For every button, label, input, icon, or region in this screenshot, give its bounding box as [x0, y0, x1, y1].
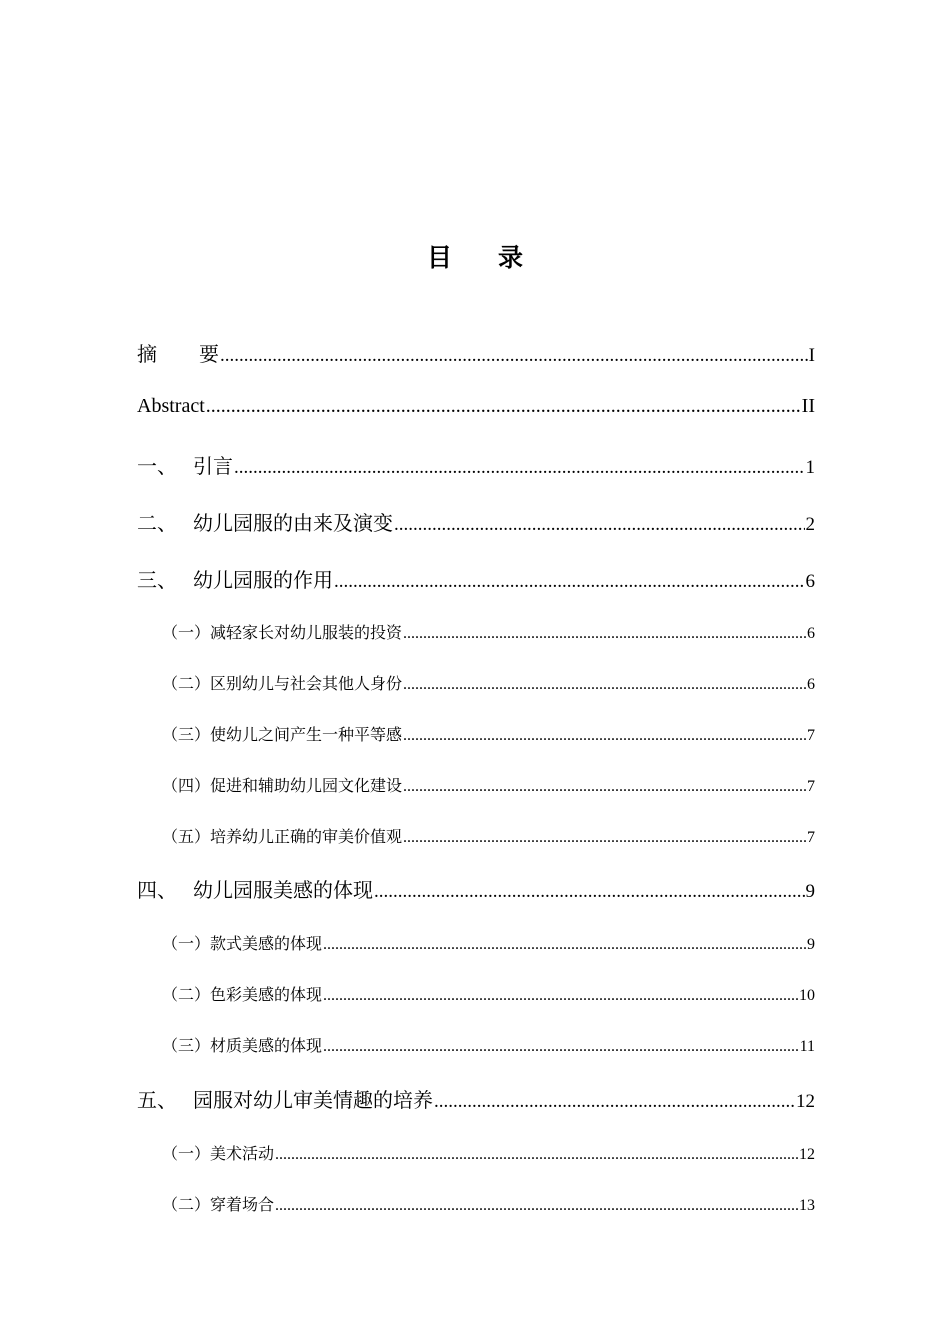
toc-leader	[403, 829, 806, 847]
toc-page-number: 10	[799, 987, 815, 1004]
toc-entry-section-3-4[interactable]	[162, 773, 815, 796]
page-title	[0, 238, 950, 274]
toc-label: 引言	[193, 454, 233, 478]
toc-entry-abstract-zh[interactable]	[137, 338, 815, 367]
toc-leader	[220, 345, 808, 367]
toc-entry-section-4-3[interactable]	[162, 1033, 815, 1056]
toc-label-part: 要	[199, 342, 219, 366]
toc-leader	[434, 1091, 795, 1113]
toc-leader	[334, 571, 805, 593]
toc-label: （二）穿着场合	[162, 1195, 275, 1214]
toc-chapter-number: 三、	[137, 568, 177, 592]
toc-leader	[403, 676, 806, 694]
toc-label: 幼儿园服的由来及演变	[193, 511, 393, 535]
toc-leader	[403, 778, 806, 796]
toc-label: （四）促进和辅助幼儿园文化建设	[162, 776, 403, 795]
toc-page-number: 7	[807, 727, 815, 744]
toc-entry-chapter-2[interactable]	[137, 507, 815, 536]
toc-entry-abstract-en[interactable]	[137, 395, 815, 418]
toc-page-number: 2	[805, 514, 815, 535]
toc-leader	[206, 395, 801, 418]
toc-leader	[323, 987, 798, 1005]
toc-entry-section-3-5[interactable]	[162, 824, 815, 847]
toc-label: （五）培养幼儿正确的审美价值观	[162, 827, 403, 846]
toc-label: （一）减轻家长对幼儿服装的投资	[162, 623, 403, 642]
toc-page-number: II	[801, 395, 815, 417]
toc-label: （三）材质美感的体现	[162, 1036, 323, 1055]
toc-entry-section-4-2[interactable]	[162, 982, 815, 1005]
toc-entry-section-3-2[interactable]	[162, 671, 815, 694]
toc-page-number: 9	[807, 936, 815, 953]
toc-chapter-number: 一、	[137, 454, 177, 478]
toc-label-part: 摘	[137, 342, 157, 366]
toc-leader	[403, 625, 806, 643]
toc-page-number: 7	[807, 829, 815, 846]
toc-entry-section-3-1[interactable]	[162, 620, 815, 643]
toc-leader	[275, 1146, 798, 1164]
toc-label: （二）区别幼儿与社会其他人身份	[162, 674, 403, 693]
toc-label: Abstract	[137, 395, 205, 417]
toc-page-number: 12	[799, 1146, 815, 1163]
toc-entry-section-3-3[interactable]	[162, 722, 815, 745]
toc-entry-section-5-2[interactable]	[162, 1192, 815, 1215]
title-char-2: 录	[498, 243, 524, 272]
toc-page-number: 7	[807, 778, 815, 795]
toc-label: （三）使幼儿之间产生一种平等感	[162, 725, 403, 744]
toc-page-number: 1	[805, 457, 815, 478]
toc-leader	[234, 457, 805, 479]
toc-page-number: 6	[805, 571, 815, 592]
toc-entry-chapter-3[interactable]	[137, 564, 815, 593]
toc-entry-chapter-4[interactable]	[137, 874, 815, 903]
toc-entry-section-4-1[interactable]	[162, 931, 815, 954]
toc-label: （一）美术活动	[162, 1144, 275, 1163]
toc-chapter-number: 二、	[137, 511, 177, 535]
toc-page-number: I	[808, 345, 815, 366]
toc-label: 幼儿园服美感的体现	[193, 878, 373, 902]
toc-entry-chapter-5[interactable]	[137, 1084, 815, 1113]
toc-leader	[323, 936, 806, 954]
toc-page-number: 13	[799, 1197, 815, 1214]
toc-chapter-number: 五、	[137, 1088, 177, 1112]
toc-leader	[374, 881, 805, 903]
toc-page-number: 12	[796, 1091, 815, 1112]
toc-entry-section-5-1[interactable]	[162, 1141, 815, 1164]
toc-label: 园服对幼儿审美情趣的培养	[193, 1088, 433, 1112]
toc-leader	[403, 727, 806, 745]
toc-chapter-number: 四、	[137, 878, 177, 902]
toc-label: （一）款式美感的体现	[162, 934, 323, 953]
toc-leader	[275, 1197, 798, 1215]
toc-entry-chapter-1[interactable]	[137, 450, 815, 479]
toc-page-number: 11	[799, 1038, 815, 1055]
toc-leader	[323, 1038, 799, 1056]
toc-label: 幼儿园服的作用	[193, 568, 333, 592]
toc-label: （二）色彩美感的体现	[162, 985, 323, 1004]
toc-page-number: 6	[807, 625, 815, 642]
toc-leader	[394, 514, 805, 536]
toc-page-number: 9	[805, 881, 815, 902]
title-char-1: 目	[426, 243, 452, 272]
toc-page-number: 6	[807, 676, 815, 693]
